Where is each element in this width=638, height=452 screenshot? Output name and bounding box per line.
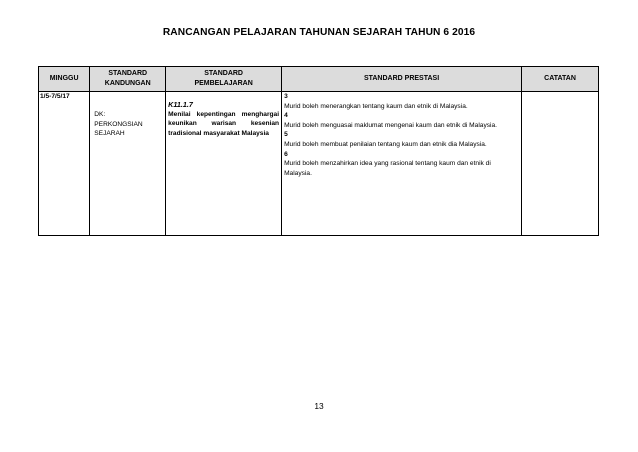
cell-catatan: [522, 92, 599, 236]
week-range: 1/5-7/5/17: [40, 93, 70, 100]
lesson-plan-table: [38, 66, 599, 236]
performance-description: Murid boleh menzahirkan idea yang rasional tentang kaum dan etnik di Malaysia.: [284, 160, 491, 177]
performance-description: Murid boleh menerangkan tentang kaum dan etnik di Malaysia.: [284, 102, 468, 110]
performance-level: 3: [284, 93, 288, 100]
header-standard-pembelajaran-line2: PEMBELAJARAN: [194, 80, 253, 87]
performance-level: 5: [284, 131, 288, 139]
kandungan-line: DK:: [94, 111, 106, 118]
header-catatan: CATATAN: [522, 67, 599, 92]
header-standard-kandungan-line1: STANDARD: [108, 70, 148, 77]
cell-minggu: [39, 92, 90, 236]
document-title: RANCANGAN PELAJARAN TAHUNAN SEJARAH TAHUN 6 2016: [162, 27, 476, 38]
performance-level: 4: [284, 112, 288, 120]
kandungan-line: PERKONGSIAN: [94, 120, 143, 128]
header-standard-kandungan: [90, 67, 166, 92]
learning-standard-code: K11.1.7: [168, 100, 193, 109]
cell-standard-pembelajaran: [166, 92, 282, 236]
cell-standard-prestasi: [282, 92, 522, 236]
header-minggu: MINGGU: [39, 67, 90, 92]
kandungan-line: SEJARAH: [94, 130, 125, 138]
learning-standard-text: Menilai kepentingan menghargai keunikan warisan kesenian tradisional masyarakat Malaysia: [168, 110, 280, 137]
table-row: [39, 92, 599, 236]
performance-description: Murid boleh membuat penilaian tentang kaum dan etnik dia Malaysia.: [284, 140, 487, 148]
header-standard-prestasi: STANDARD PRESTASI: [282, 67, 522, 92]
performance-level: 6: [284, 150, 288, 158]
cell-standard-kandungan: [90, 92, 166, 236]
header-standard-pembelajaran: [166, 67, 282, 92]
table-header-row: [39, 67, 599, 92]
header-standard-kandungan-line2: KANDUNGAN: [104, 80, 151, 87]
header-standard-pembelajaran-line1: STANDARD: [204, 70, 243, 77]
performance-description: Murid boleh menguasai maklumat mengenai kaum dan etnik di Malaysia.: [284, 121, 498, 129]
page-number: 13: [314, 401, 324, 411]
